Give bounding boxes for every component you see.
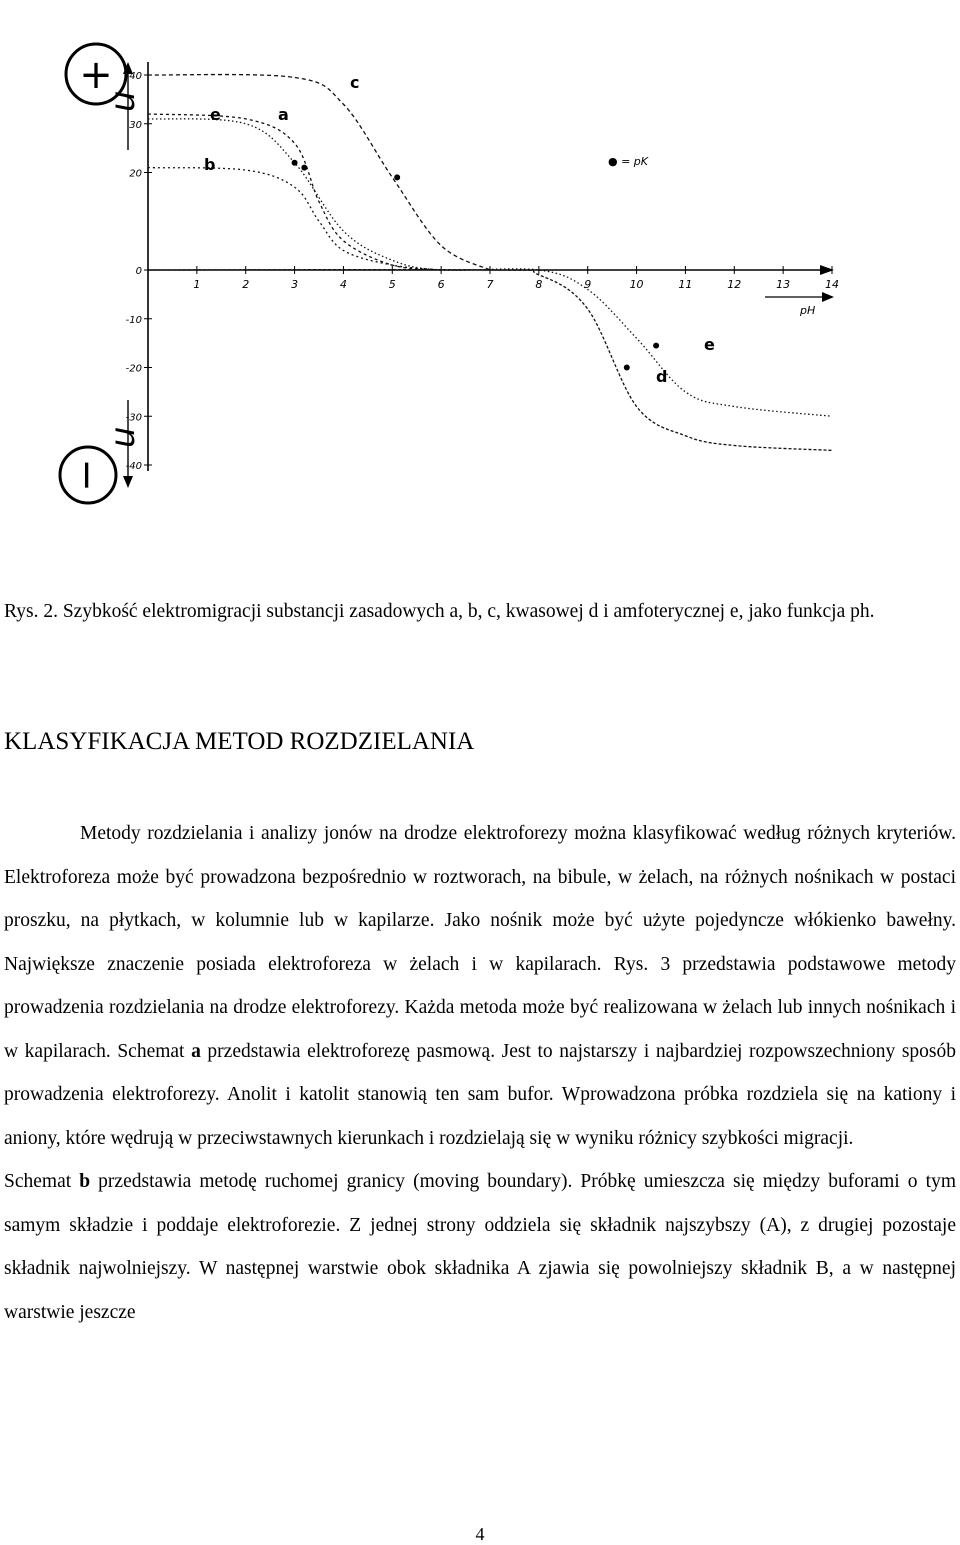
x-tick-label: 3 [291, 278, 299, 291]
axis-label-positive: u [103, 90, 143, 112]
paragraph-1 [4, 812, 956, 1160]
pk-point [394, 174, 400, 180]
body-text [4, 812, 956, 1334]
x-tick-label: 9 [584, 278, 592, 291]
pk-point [653, 343, 659, 349]
y-tick-label: 20 [129, 168, 142, 180]
chart-svg [0, 0, 960, 545]
x-tick-label: 14 [825, 278, 839, 291]
pk-point [624, 365, 630, 371]
section-heading: KLASYFIKACJA METOD ROZDZIELANIA [4, 728, 475, 755]
paragraph-2-bold: b [79, 1171, 91, 1192]
paragraph-1-text-2: przedstawia elektroforezę pasmową. Jest to najstarszy i najbardziej rozpowszechniony sposób prowadzenia elektroforezy. Anolit i katolit stanowią ten sam bufor. Wprowadzona próbka rozdziela się na kationy i aniony, które wędrują w przeciwstawnych kierunkach i rozdzielają się w wyniku różnicy szybkości migracji. [4, 1040, 956, 1149]
x-tick-label: 10 [629, 278, 644, 291]
y-tick-label: -20 [125, 363, 142, 375]
x-tick-label: 8 [535, 278, 543, 291]
x-axis-label: pH [800, 304, 816, 317]
x-tick-label: 13 [776, 278, 791, 291]
y-tick-label: 30 [129, 119, 142, 131]
y-tick-label: -10 [125, 314, 142, 326]
curve-label-d: d [656, 367, 668, 386]
positive-sign: + [79, 52, 113, 98]
curve-label-e: e [704, 335, 715, 354]
paragraph-2 [4, 1160, 956, 1334]
x-tick-label: 11 [678, 278, 693, 291]
paragraph-2-text-1: Schemat [4, 1171, 80, 1192]
x-tick-label: 1 [193, 278, 201, 291]
paragraph-2-text-2: przedstawia metodę ruchomej granicy (moving boundary). Próbkę umieszcza się między buforami o tym samym składzie i poddaje elektroforezie. Z jednej strony oddziela się składnik najszybszy (A), z drugiej pozostaje składnik najwolniejszy. W następnej warstwie obok składnika A zjawia się powolniejszy składnik B, a w następnej warstwie jeszcze [4, 1171, 956, 1323]
y-tick-label: -30 [125, 412, 142, 424]
y-tick-label: 40 [129, 71, 142, 82]
curve-label-c: c [350, 73, 360, 92]
y-tick-label: -40 [125, 461, 142, 472]
axis-label-negative: u [103, 426, 143, 448]
x-tick-label: 4 [339, 278, 347, 291]
x-tick-label: 7 [486, 278, 494, 291]
figure-caption: Rys. 2. Szybkość elektromigracji substancji zasadowych a, b, c, kwasowej d i amfoterycznej e, jako funkcja ph. [4, 601, 875, 622]
x-tick-label: 12 [727, 278, 742, 291]
pk-point [292, 160, 298, 166]
negative-sign: − [64, 458, 110, 492]
paragraph-1-text-1: Metody rozdzielania i analizy jonów na drodze elektroforezy można klasyfikować według różnych kryteriów. Elektroforeza może być prowadzona bezpośrednio w roztworach, na bibule, w żelach, na różnych nośnikach w postaci proszku, na płytkach, w kolumnie lub w kapilarze. Jako nośnik może być użyte pojedyncze włókienko bawełny. Największe znaczenie posiada elektroforeza w żelach i w kapilarach. Rys. 3 przedstawia podstawowe metody prowadzenia rozdzielania na drodze elektroforezy. Każda metoda może być realizowana w żelach lub innych nośnikach i w kapilarach. Schemat [4, 823, 956, 1062]
curve-label-a: a [278, 105, 289, 124]
chart-background [0, 0, 960, 545]
paragraph-1-bold: a [191, 1040, 201, 1062]
curve-label-e: e [210, 105, 221, 124]
pk-legend: ● = pK [608, 155, 649, 168]
x-tick-label: 6 [437, 278, 445, 291]
x-tick-label: 5 [388, 278, 396, 291]
pk-point [301, 165, 307, 171]
curve-label-b: b [204, 155, 216, 174]
figure-electromigration-vs-ph [0, 0, 960, 545]
y-tick-label: 0 [135, 266, 142, 277]
page-number: 4 [475, 1524, 485, 1544]
x-tick-label: 2 [242, 278, 250, 291]
